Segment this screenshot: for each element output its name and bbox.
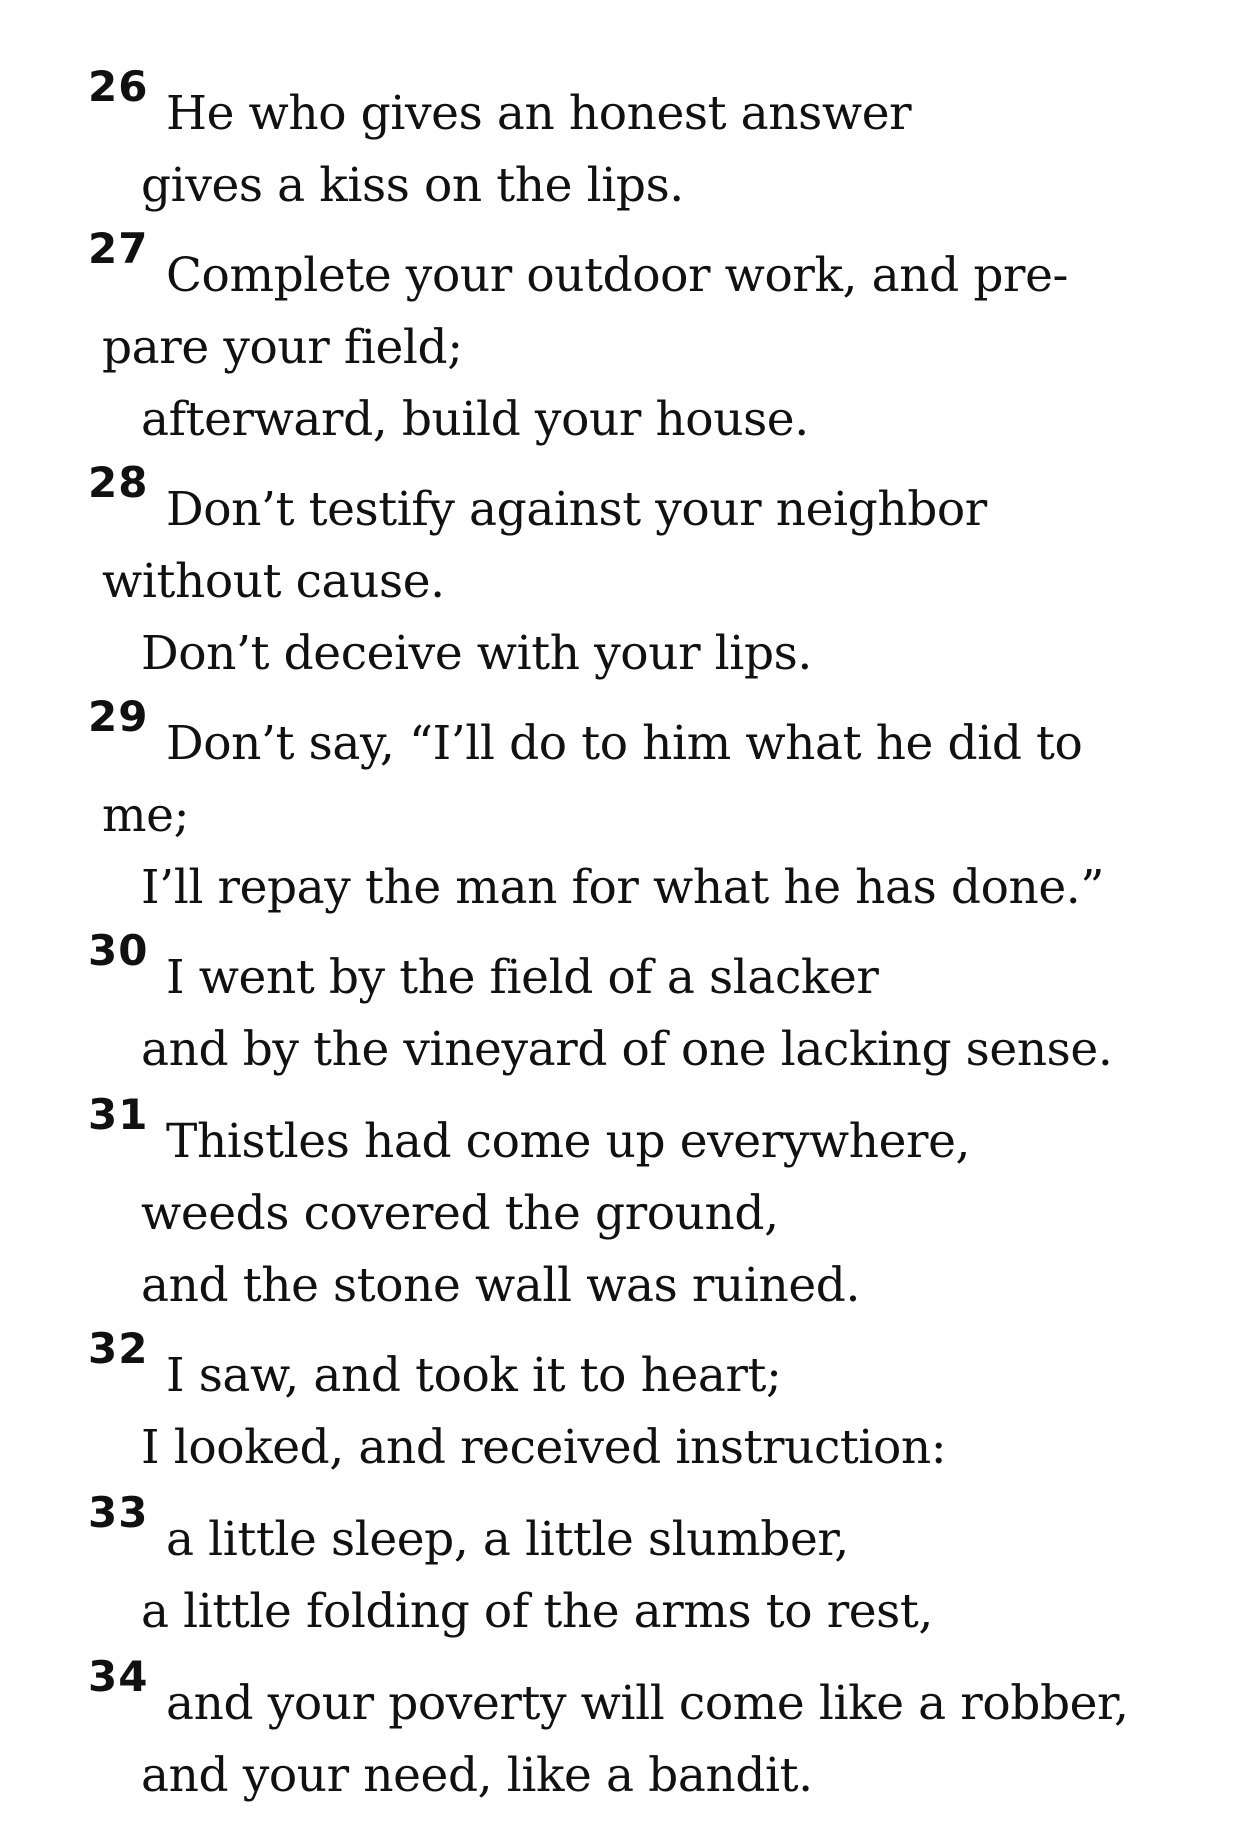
verse-line: me; — [102, 788, 190, 843]
verse-number: 34 — [88, 1652, 149, 1701]
verse-line: Don’t testify against your neighbor — [166, 482, 987, 537]
verse-number: 26 — [88, 62, 149, 111]
verse-line: a little sleep, a little slumber, — [166, 1512, 849, 1567]
verse-line: and your poverty will come like a robber, — [166, 1676, 1129, 1731]
verse-number: 27 — [88, 224, 149, 273]
verse-line: weeds covered the ground, — [141, 1186, 779, 1241]
verse-line: and by the vineyard of one lacking sense. — [141, 1022, 1113, 1077]
verse-number: 32 — [88, 1324, 149, 1373]
verse-number: 33 — [88, 1488, 149, 1537]
verse-line: Complete your outdoor work, and pre- — [166, 248, 1068, 303]
verse-number: 31 — [88, 1090, 149, 1139]
verse-line: afterward, build your house. — [141, 392, 809, 447]
verse-line: He who gives an honest answer — [166, 86, 912, 141]
verse-number: 30 — [88, 926, 149, 975]
verse-number: 28 — [88, 458, 149, 507]
verse-line: Don’t say, “I’ll do to him what he did to — [166, 716, 1083, 771]
verse-line: I’ll repay the man for what he has done.” — [141, 860, 1104, 915]
verse-line: I looked, and received instruction: — [141, 1420, 947, 1475]
verse-line: Don’t deceive with your lips. — [141, 626, 812, 681]
verse-line: a little folding of the arms to rest, — [141, 1584, 933, 1639]
verse-line: and the stone wall was ruined. — [141, 1258, 861, 1313]
verse-line: pare your field; — [102, 320, 463, 375]
verse-line: and your need, like a bandit. — [141, 1748, 813, 1803]
verse-number: 29 — [88, 692, 149, 741]
verse-line: without cause. — [102, 554, 445, 609]
verse-line: I went by the field of a slacker — [166, 950, 879, 1005]
verse-line: Thistles had come up everywhere, — [166, 1114, 971, 1169]
verse-line: I saw, and took it to heart; — [166, 1348, 782, 1403]
verse-line: gives a kiss on the lips. — [141, 158, 684, 213]
